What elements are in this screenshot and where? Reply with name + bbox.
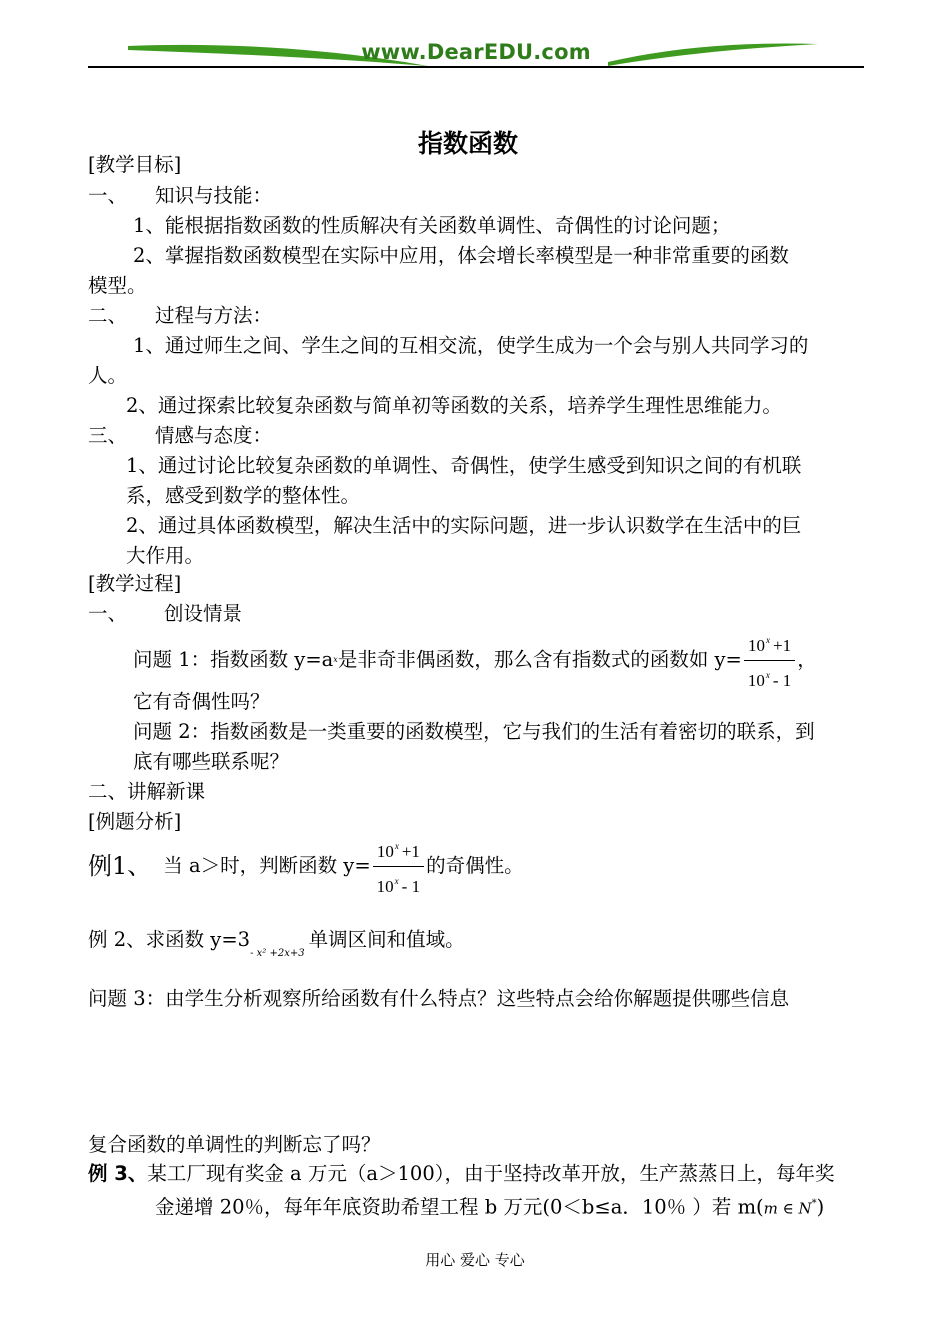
fraction-q1-den-tail: - 1 [772, 670, 792, 690]
example2-exponent: - x² +2x+3 [250, 948, 305, 959]
example1-text-a: 当 a＞时，判断函数 y= [163, 854, 371, 877]
process1-title: 创设情景 [164, 602, 243, 625]
goal3-number: 三、 [88, 424, 128, 447]
goal1-number: 一、 [88, 184, 128, 207]
section-heading-examples: [例题分析] [88, 810, 182, 833]
fraction-q1: $\frac{10^x +1}{10^x - 1}$ [744, 628, 795, 693]
example1-text-b: 的奇偶性。 [426, 854, 524, 877]
goal2-item1-line1: 1、通过师生之间、学生之间的互相交流，使学生成为一个会与别人共同学习的 [133, 334, 809, 357]
fraction-ex1-den-tail: - 1 [401, 876, 421, 896]
goal3-title: 情感与态度： [155, 424, 273, 447]
example3-line2 [155, 1192, 824, 1221]
goal1-item2-line1: 2、掌握指数函数模型在实际中应用，体会增长率模型是一种非常重要的函数 [133, 244, 789, 267]
process2-title: 二、讲解新课 [88, 780, 206, 803]
goal2-item2: 2、通过探索比较复杂函数与简单初等函数的关系，培养学生理性思维能力。 [126, 394, 782, 417]
example3-condition: m ∈ N [763, 1199, 812, 1218]
section-heading-goals: [教学目标] [88, 153, 182, 176]
goal1-item2-line2: 模型。 [88, 274, 147, 297]
question1-text-c: ， [797, 648, 817, 671]
question1-exponent: x [333, 655, 338, 664]
fraction-ex1: $\frac{10^x +1}{10^x - 1}$ [373, 834, 424, 899]
example2 [88, 928, 465, 966]
question1-text-a: 问题 1：指数函数 y=a [133, 648, 334, 671]
site-url: www.DearEDU.com [361, 40, 591, 64]
goal3-item1-line2: 系，感受到数学的整体性。 [126, 484, 361, 507]
section-heading-process: [教学过程] [88, 572, 182, 595]
header-banner [88, 36, 864, 72]
example1-label: 例1、 [88, 852, 152, 880]
goal2-title: 过程与方法： [155, 304, 273, 327]
example3-text-a: 某工厂现有奖金 a 万元（a＞100），由于坚持改革开放，生产蒸蒸日上，每年奖 [147, 1162, 835, 1185]
fraction-q1-num-tail: +1 [773, 635, 792, 655]
example2-text-b: 单调区间和值域。 [308, 928, 465, 951]
process1-number: 一、 [88, 602, 128, 625]
goal2-number: 二、 [88, 304, 128, 327]
question1-text-b: 是非奇非偶函数，那么含有指数式的函数如 y= [337, 648, 742, 671]
example3-line1 [88, 1162, 834, 1186]
goal1-item1: 1、能根据指数函数的性质解决有关函数单调性、奇偶性的讨论问题； [133, 214, 731, 237]
fraction-q1-num-base: 10 [748, 635, 766, 655]
question3: 问题 3：由学生分析观察所给函数有什么特点？这些特点会给你解题提供哪些信息 [88, 987, 790, 1010]
example3-text-b: 金递增 20％，每年年底资助希望工程 b 万元(0＜b≤a．10％ ）若 m( [155, 1195, 764, 1219]
fraction-ex1-num-base: 10 [376, 841, 394, 861]
example3-label: 例 3、 [88, 1162, 148, 1185]
goal3-item2-line1: 2、通过具体函数模型，解决生活中的实际问题，进一步认识数学在生活中的巨 [126, 514, 802, 537]
example1 [88, 840, 524, 896]
goal1-title: 知识与技能： [155, 184, 273, 207]
page-footer: 用心 爱心 专心 [425, 1251, 525, 1269]
goal2-item1-line2: 人。 [88, 364, 128, 387]
fraction-ex1-den-base: 10 [376, 876, 394, 896]
question1-line1 [133, 634, 817, 690]
example3-end: ) [816, 1195, 825, 1219]
fraction-ex1-num-tail: +1 [401, 841, 420, 861]
question1-line2: 它有奇偶性吗？ [133, 690, 270, 713]
header-rule [88, 66, 864, 68]
goal3-item2-line2: 大作用。 [126, 544, 205, 567]
question4: 复合函数的单调性的判断忘了吗？ [88, 1133, 381, 1156]
question2-line1: 问题 2：指数函数是一类重要的函数模型，它与我们的生活有着密切的联系，到 [133, 720, 815, 743]
example2-text-a: 例 2、求函数 y=3 [88, 928, 251, 951]
page-title: 指数函数 [418, 129, 519, 158]
example3-condition-sup: * [811, 1198, 817, 1209]
goal3-item1-line1: 1、通过讨论比较复杂函数的单调性、奇偶性，使学生感受到知识之间的有机联 [126, 454, 802, 477]
question2-line2: 底有哪些联系呢？ [133, 750, 290, 773]
fraction-q1-den-base: 10 [747, 670, 765, 690]
